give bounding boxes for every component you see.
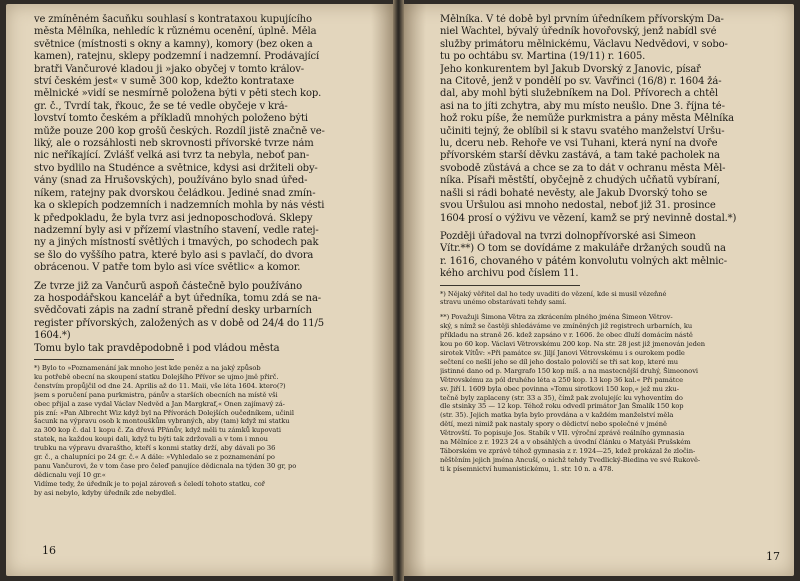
- text-line: služby primátoru mělnickému, Václavu Nedvědovi, v sobo-: [440, 38, 728, 50]
- page-number: 16: [42, 544, 56, 557]
- footnote-line: panu Vančurovi, že v tom čase pro čeleď panujíce dědicnala na týden 30 gr, po: [34, 461, 297, 470]
- text-line: Tomu bylo tak pravděpodobně i pod vládou města: [34, 342, 280, 354]
- footnote-line: ský, s nímž se častěji shledáváme ve zmíněných již registrech urbarních, ku: [440, 322, 693, 331]
- footnote-line: čenstvím propůjčil od dne 24. Aprilis až do 11. Maii, vše léta 1604. ktero(?): [34, 381, 286, 390]
- footnote-line: Větrovští. To popisuje Jos. Stabík v VII. výroční zprávě reálního gymnasia: [440, 429, 685, 438]
- text-line: kamen), ratejnu, sklepy podzemní i nadzemní. Prodávající: [34, 51, 320, 63]
- footnote-line: šacunk na výpravu osob k montouškům vybraných, aby (tam) když mi statku: [34, 417, 290, 426]
- footnote-line: sečtení co nešlí jeho se díl jeho dostalo polovičí se tři sat kop, které mu: [440, 357, 679, 366]
- left-footnotes: [34, 364, 365, 498]
- footnote-rule: [34, 359, 174, 360]
- right-text-column: [440, 14, 770, 474]
- footnote-line: Větrovskému za pól druhého léta a 250 kop. 13 kop 36 kal.« Při památce: [440, 375, 684, 384]
- footnote-line: za 300 kop č. dal 1 kopu č. Za dřevá PPánův, když měli tu zámků kupovati: [34, 426, 281, 435]
- text-line: Vítr.**) O tom se dovídáme z makuláře držaných soudů na: [440, 243, 726, 255]
- footnote-line: **) Považuji Šimona Větra za zkrácením plného jména Šimeon Větrov-: [440, 313, 673, 322]
- footnote-line: sv. Jiří l. 1609 byla obec povinna »Tomu sirotkovi 150 kop,« jež mu zku-: [440, 384, 679, 393]
- page-number: 17: [766, 550, 780, 563]
- text-line: ny a jiných místností světlých i tmavých, po schodech pak: [34, 237, 319, 249]
- footnote-line: jsem s poručení pana purkmistra, pánův a starších obecních na místě vši: [34, 390, 278, 399]
- right-footnotes: [440, 290, 770, 474]
- footnote-line: obec přijal a zase vydal Václav Nedvěd a Jan Margkraf,« Onen zajímavý zá-: [34, 399, 285, 408]
- footnote-line: pis zní: »Pan Albrecht Wiz když byl na Přívorách Dolejších oučedníkem, učinil: [34, 408, 294, 417]
- text-line: bratři Vančurové kladou ji »jako obyčej v tomto králov-: [34, 63, 305, 75]
- right-body: [440, 14, 770, 281]
- footnote-line: *) Nějaký věřitel dal ho tedy uvaditi do vězení, kde si musil vězeňné: [440, 289, 667, 298]
- right-page: [404, 4, 794, 576]
- text-line: svou Uršulou asi mnoho nedostal, neboť již 31. prosince: [440, 200, 716, 212]
- text-line: Jeho konkurentem byl Jakub Dvorský z Janovic, písař: [440, 63, 701, 75]
- text-line: r. 1616, chovaného v pátém konvolutu volných akt mělnic-: [440, 255, 727, 267]
- footnote-line: stravu unémo obstarávati tehdy samí.: [440, 298, 567, 307]
- footnote-line: Vidíme tedy, že úředník je to pojal zároveň s čeledí tohoto statku, coř: [34, 479, 265, 488]
- text-line: Že tvrze již za Vančurů aspoň částečně bylo používáno: [34, 280, 302, 292]
- text-line: asi na to jíti zchytra, aby mu místo neušlo. Dne 3. října té-: [440, 100, 725, 112]
- text-line: Později úřadoval na tvrzi dolnopřívorské asi Šimeon: [440, 230, 696, 242]
- footnote-line: *) Bylo to »Poznamenání jak mnoho jest kde peněz a na jaký způsob: [34, 363, 261, 372]
- text-line: ství českém jest« v sumě 300 kop, kdežto kontrataxe: [34, 76, 295, 88]
- text-line: na Citově, jenž v pondělí po sv. Vavřinci (16/8) r. 1604 žá-: [440, 76, 722, 88]
- text-line: může pouze 200 kop grošů českých. Rozdíl jistě značně ve-: [34, 125, 325, 137]
- text-line: našli si rádi bohaté nevěsty, ale Jakub Dvorský toho se: [440, 187, 708, 199]
- footnote-line: příkladu na straně 26. kdež zapsáno v r. 1606. že obec dluží domácím nástě: [440, 331, 693, 340]
- text-line: lu, dceru neb. Řehoře ve vsi Tuhani, která nyní na dvoře: [440, 138, 718, 150]
- text-line: lovství tomto českém a příkladů mnohých položeno býti: [34, 113, 308, 125]
- text-line: vány (snad za Hrušovských), používáno bylo snad úřed-: [34, 175, 308, 187]
- text-line: kého archivu pod číslem 11.: [440, 268, 579, 280]
- footnote-line: jistinné dano od p. Margrafo 150 kop míš. a na mastecnější druhý, Šimeonovi: [440, 366, 699, 375]
- footnote-line: ti k písemnictví humanistickému, 1. str. 10 n. a 478.: [440, 464, 614, 473]
- footnote-line: dle stsinky 35 — 12 kop. Téhož roku odvedl primátor Jan Šmalík 150 kop: [440, 402, 684, 411]
- text-line: stvo bydlilo na Studénce a světnice, kdysi asi držiteli oby-: [34, 162, 318, 174]
- text-line: za hospodářskou kancelář a byt úředníka, tomu zdá se na-: [34, 292, 322, 304]
- text-line: tu po ochtábu sv. Martina (19/11) r. 1605.: [440, 51, 646, 63]
- left-page: [6, 4, 393, 576]
- left-text-column: [34, 14, 365, 498]
- text-line: svědčovati zápis na zadní straně přední desky urbarních: [34, 305, 312, 317]
- text-line: niel Wachtel, bývalý úředník hovořovský, jenž nabídl své: [440, 26, 717, 38]
- text-line: níka. Písaři městští, obyčejně z chudých učňatů vybíraní,: [440, 175, 720, 187]
- text-line: 1604 prosí o výživu ve vězení, kamž se prý nevinně dostal.*): [440, 212, 737, 224]
- text-line: světnice (místnosti s okny a kamny), komory (bez oken a: [34, 38, 313, 50]
- footnote-line: sirotek Vítův: »Při památce sv. Jiljí Janovi Větrovskému i s ourokem podle: [440, 348, 685, 357]
- text-line: nadzemní byly asi v přízemí vlastního stavení, vedle ratej-: [34, 224, 319, 236]
- text-line: svobodě zůstává a chce se za to dát v ochranu města Měl-: [440, 162, 726, 174]
- text-line: dal, aby mohl býti služebníkem na Dol. Přívorech a chtěl: [440, 88, 718, 100]
- text-line: k předpokladu, že byla tvrz asi jednoposchoďová. Sklepy: [34, 212, 313, 224]
- footnote-line: dětí, mezi nimiž pak nastaly spory o dědictví nebo společné v jméně: [440, 420, 667, 429]
- footnote-rule: [440, 285, 580, 286]
- footnote-line: kou po 60 kop. Václavi Větrovskému 200 kop. Na str. 28 jest již jmenován jeden: [440, 340, 706, 349]
- footnote-line: něštěním jejich jména Ancuší, o nichž tehdy Tvedlický-Biedina ve své Rukově-: [440, 455, 701, 464]
- book-gutter: [393, 0, 404, 581]
- text-line: hož roku píše, že nemůže purkmistra a pány města Mělníka: [440, 113, 734, 125]
- text-line: učiniti tejný, že oblíbil si k stavu svatého manželství Uršu-: [440, 125, 725, 137]
- text-line: nic neříkající. Zvlášť velká asi tvrz ta nebyla, neboť pan-: [34, 150, 310, 162]
- text-line: mělnické »vidí se nesmírně položena býti v pěti stech kop.: [34, 88, 322, 100]
- footnote-line: statek, na každou koupi dali, když tu býti tak zdržovali a v tom i mnou: [34, 435, 268, 444]
- text-line: přívorském starší děvku zastává, a tam také pacholek na: [440, 150, 720, 162]
- text-line: liký, ale o rozsáhlosti neb skrovnosti přívorské tvrze nám: [34, 138, 314, 150]
- footnote-line: by asi nebylo, kdyby úředník zde nebydlel.: [34, 488, 177, 497]
- footnote-line: na Mělníce z r. 1923 24 a v obsáhlých a úvodní článku o Matyáši Prušském: [440, 438, 691, 447]
- text-line: obrácenou. V patře tom bylo asi více světlic« a komor.: [34, 262, 301, 274]
- text-line: níkem, ratejny pak dvorskou čeládkou. Jediné snad zmín-: [34, 187, 316, 199]
- text-line: gr. č., Tvrdí tak, řkouc, že se té vedle obyčeje v krá-: [34, 100, 288, 112]
- footnote-line: Táborském ve zprávě téhož gymnasia z r. 1924—25, kdež prokázal že zločin-: [440, 446, 696, 455]
- text-line: 1604.*): [34, 330, 71, 342]
- footnote-line: (str. 35). Jejich matka byla bylo provdána a v každém manželství měla: [440, 411, 674, 420]
- left-body: [34, 14, 365, 355]
- footnote-line: gr. č., a chalupníci po 24 gr. č.« A dále: »Vyhledalo se z poznamenání po: [34, 453, 275, 462]
- text-line: register přívorských, založených as v době od 24/4 do 11/5: [34, 317, 324, 329]
- footnote-line: trubku na výpravu dvaraštho, kteří s konmi statky drží, aby dávali po 36: [34, 444, 276, 453]
- text-line: ve zmíněném šacuňku souhlasí s kontrataxou kupujícího: [34, 14, 312, 25]
- footnote-line: tečně byly zaplaceny (str. 33 a 35), čímž pak zvolujejíc ku vyhoventím do: [440, 393, 683, 402]
- footnote-line: dědicnalu vejí 10 gr.«: [34, 470, 106, 479]
- text-line: města Mělníka, nehledíc k různému ocenění, úplně. Měla: [34, 26, 317, 38]
- text-line: se šlo do vyššího patra, které bylo asi s pavlačí, do dvora: [34, 249, 314, 261]
- text-line: Mělníka. V té době byl prvním úředníkem přívorským Da-: [440, 14, 724, 25]
- text-line: ka o sklepích podzemních i nadzemních mohla by nás vésti: [34, 200, 325, 212]
- footnote-line: ku potřebě obecní na skoupení statku Dolejšího Přívor se ujmo jmě přirč.: [34, 372, 279, 381]
